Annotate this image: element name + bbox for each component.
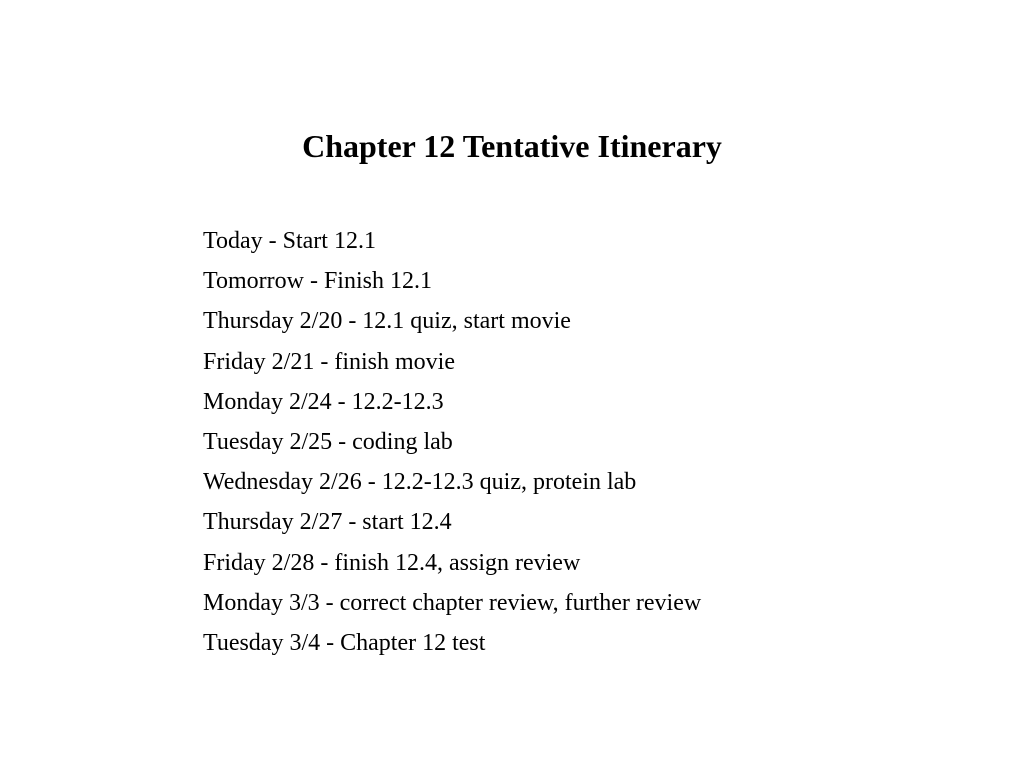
itinerary-item: Friday 2/21 - finish movie [203,348,455,375]
itinerary-item: Today - Start 12.1 [203,228,376,254]
slide-title: Chapter 12 Tentative Itinerary [302,128,722,164]
itinerary-item: Friday 2/28 - finish 12.4, assign review [203,549,581,576]
itinerary-list [203,221,701,663]
itinerary-item: Wednesday 2/26 - 12.2-12.3 quiz, protein lab [203,469,637,496]
itinerary-item: Tomorrow - Finish 12.1 [203,268,432,295]
itinerary-item: Tuesday 3/4 - Chapter 12 test [203,630,486,657]
itinerary-item: Tuesday 2/25 - coding lab [203,429,453,456]
itinerary-item: Thursday 2/20 - 12.1 quiz, start movie [203,308,571,335]
itinerary-item: Monday 3/3 - correct chapter review, further review [203,589,702,616]
itinerary-item: Monday 2/24 - 12.2-12.3 [203,388,444,415]
itinerary-item: Thursday 2/27 - start 12.4 [203,509,452,536]
